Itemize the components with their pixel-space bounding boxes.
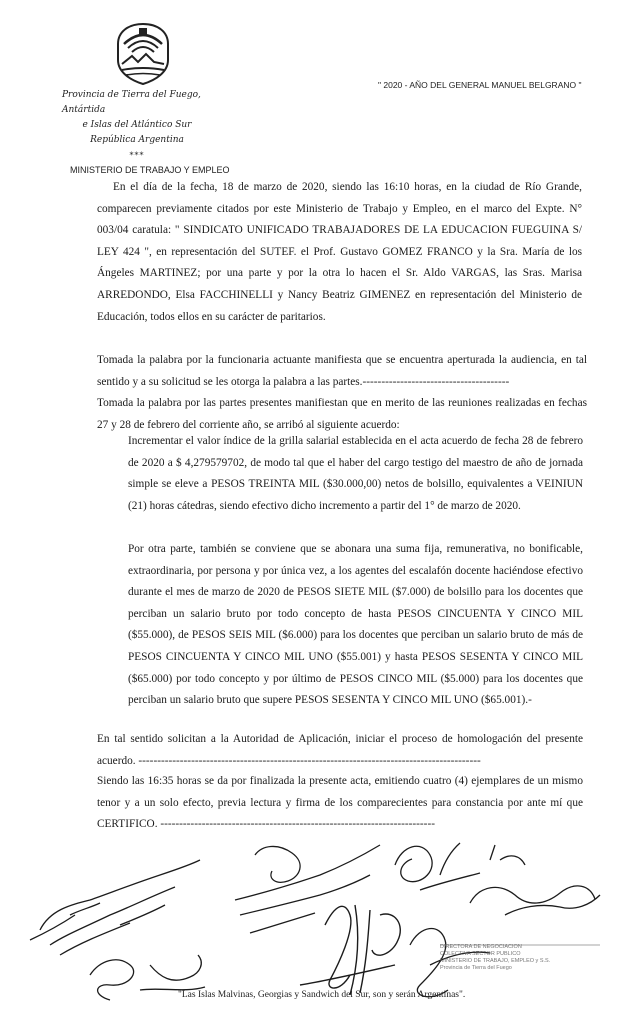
- paragraph-opening: Tomada la palabra por la funcionaria actuante manifiesta que se encuentra aperturada la audiencia, en tal sentido y a su solicitud se les otorga la palabra a las partes.---------------------------------------: [97, 354, 587, 388]
- paragraph-agreement-intro: Tomada la palabra por las partes presentes manifiestan que en merito de las reuniones realizadas en fechas 27 y 28 de febrero del corriente año, se arribó al siguiente acuerdo:: [97, 397, 587, 431]
- province-line1: Provincia de Tierra del Fuego, Antártida: [62, 90, 201, 115]
- signature-facchinelli: [395, 843, 525, 890]
- year-tagline: " 2020 - AÑO DEL GENERAL MANUEL BELGRANO ": [378, 80, 582, 90]
- official-stamp: [440, 944, 600, 972]
- paragraph-homologation: En tal sentido solicitan a la Autoridad de Aplicación, iniciar el proceso de homologación del presente acuerdo. -------------------------------------------------------------------------------------------: [97, 733, 583, 767]
- signature-martinez: [235, 845, 380, 933]
- stamp-line1: DIRECTORA DE NEGOCIACION: [440, 944, 522, 950]
- header-separator: ***: [129, 151, 145, 160]
- ministry-heading: MINISTERIO DE TRABAJO Y EMPLEO: [70, 165, 230, 175]
- paragraph-closing: Siendo las 16:35 horas se da por finalizada la presente acta, emitiendo cuatro (4) ejemplares de un mismo tenor y a un solo efecto, previa lectura y firma de los comparecientes para constancia por ante mí que CERTIFICO. -------------------------------------------------------------------------: [97, 775, 583, 831]
- stamp-line4: Provincia de Tierra del Fuego: [440, 965, 512, 971]
- signature-vargas: [300, 905, 400, 995]
- paragraph-fixed-sum: Por otra parte, también se conviene que se abonara una suma fija, remunerativa, no bonificable, extraordinaria, por persona y por única vez, a los agentes del escalafón docente haciéndose efectivo durante el mes de marzo de 2020 de PESOS SIETE MIL ($7.000) de bolsillo para los docentes que perciban un salario bruto por todo concepto de hasta PESOS CINCUENTA Y CINCO MIL ($55.000), de PESOS SEIS MIL ($6.000) para los docentes que perciban un salario bruto de más de PESOS CINCUENTA Y CINCO MIL UNO ($55.001) y hasta PESOS SESENTA Y CINCO MIL ($65.000) por todo concepto y por último de PESOS CINCO MIL ($5.000) para los docentes que perciban un salario bruto que supere PESOS SESENTA Y CINCO MIL UNO ($65.001).-: [128, 543, 583, 707]
- signature-arredondo: [470, 886, 600, 915]
- provincial-seal-icon: [108, 22, 178, 86]
- stamp-line2: COLECTIVA SECTOR PUBLICO: [440, 951, 521, 957]
- footer-malvinas: "Las Islas Malvinas, Georgias y Sandwich del Sur, son y serán Argentinas".: [178, 990, 466, 1000]
- signature-gomez-franco: [30, 860, 205, 1000]
- province-line3: República Argentina: [90, 135, 184, 145]
- stamp-line3: MINISTERIO DE TRABAJO, EMPLEO y S.S.: [440, 958, 551, 964]
- paragraph-salary-increase: Incrementar el valor índice de la grilla salarial establecida en el acta acuerdo de fecha 28 de febrero de 2020 a $ 4,279579702, de modo tal que el haber del cargo testigo del maestro de año de jornada simple se eleve a PESOS TREINTA MIL ($30.000,00) netos de bolsillo, equivalentes a VEINIUN (21) horas cátedras, siendo efectivo dicho incremento a partir del 1° de marzo de 2020.: [128, 435, 583, 512]
- province-header: [62, 88, 212, 163]
- province-line2: e Islas del Atlántico Sur: [82, 120, 192, 130]
- paragraph-attendance: En el día de la fecha, 18 de marzo de 2020, siendo las 16:10 horas, en la ciudad de Río Grande, comparecen previamente citados por este Ministerio de Trabajo y Empleo, en el marco del Expte. N° 003/04 caratula: " SINDICATO UNIFICADO TRABAJADORES DE LA EDUCACION FUEGUINA S/ LEY 424 ", en representación del SUTEF. el Prof. Gustavo GOMEZ FRANCO y la Sra. María de los Ángeles MARTINEZ; por una parte y por la otra lo hacen el Sr. Aldo VARGAS, las Sras. Marisa ARREDONDO, Elsa FACCHINELLI y Nancy Beatriz GIMENEZ en representación del Ministerio de Educación, todos ellos en su carácter de paritarios.: [97, 181, 582, 323]
